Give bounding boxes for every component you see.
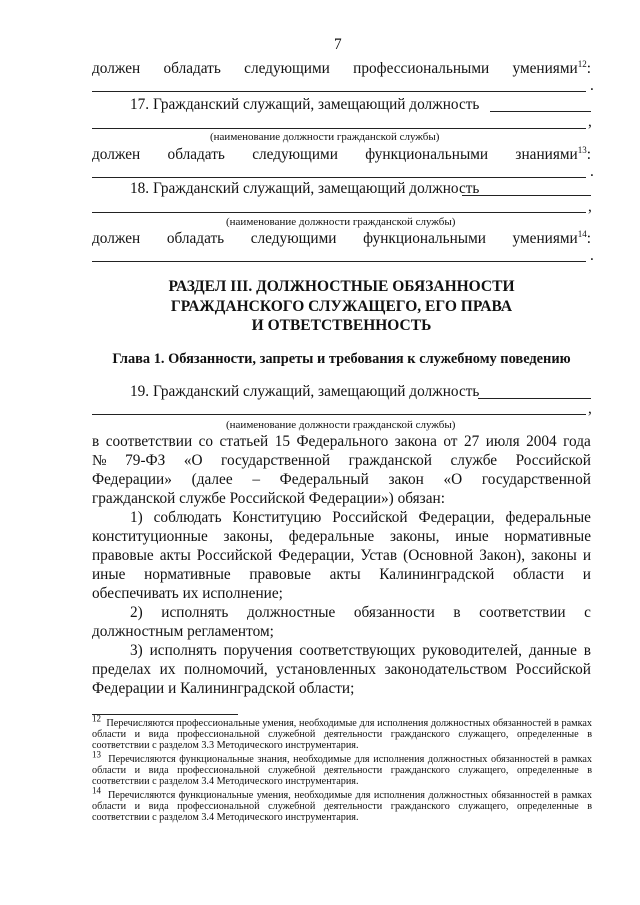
footnote-text: Перечисляются функциональные знания, необходимые для исполнения должностных обязанностей в рамках области и вида профессиональной служебной деятельности гражданского служащего, определенные в соответствии с разделом 3.4 Методического инструментария.: [92, 754, 593, 788]
word: обладать: [167, 146, 225, 163]
item2-line-2: должностным регламентом;: [92, 623, 274, 640]
footnote-ref: 12: [577, 58, 587, 69]
blank-line: [462, 195, 591, 196]
blank-line: [92, 414, 586, 415]
word-with-footnote: умениями$^{14}$:: [512, 228, 591, 247]
blank-line: [92, 261, 586, 262]
chapter-title: Глава 1. Обязанности, запреты и требования к служебному поведению: [112, 351, 571, 367]
footnote-text: Перечисляются профессиональные умения, необходимые для исполнения должностных обязанностей в рамках области и вида профессиональной служебной деятельности гражданского служащего, определенные в соответствии с разделом 3.3 Методического инструментария.: [92, 718, 592, 752]
word: функциональными: [365, 146, 489, 163]
word-with-footnote: знаниями$^{13}$:: [515, 144, 591, 163]
item1-line-1: 1) соблюдать Конституцию Российской Федерации, федеральные: [130, 509, 591, 526]
p17-line: [92, 146, 591, 164]
word: должен: [92, 146, 141, 163]
p19-line-2: № 79-ФЗ «О государственной гражданской службе Российской: [92, 452, 591, 469]
p19-text: 19. Гражданский служащий, замещающий должность: [130, 383, 480, 400]
blank-line: [92, 212, 586, 213]
footnote-14: [92, 785, 592, 824]
footnote-text: Перечисляются функциональные умения, необходимые для исполнения должностных обязанностей в рамках области и вида профессиональной служебной деятельности гражданского служащего, определенные в соответствии с разделом 3.4 Методического инструментария.: [92, 790, 592, 824]
footnote-number: 13: [92, 749, 101, 760]
p18-line: [92, 230, 591, 248]
footnote-separator: [92, 714, 238, 715]
word: должен: [92, 230, 141, 247]
item3-line-3: Федерации и Калининградской области;: [92, 680, 355, 697]
word: следующими: [244, 60, 330, 77]
item2-line-1: 2) исполнять должностные обязанности в соответствии с: [130, 604, 591, 621]
word: обладать: [163, 60, 221, 77]
p19-line-4: гражданской службе Российской Федерации») обязан:: [92, 490, 445, 507]
footnote-12: [92, 713, 592, 752]
word-with-footnote: умениями$^{12}$:: [512, 58, 591, 77]
blank-line: [92, 91, 586, 92]
word: должен: [92, 60, 141, 77]
section-heading-line3: И ОТВЕТСТВЕННОСТЬ: [251, 317, 432, 334]
p18-text: 18. Гражданский служащий, замещающий должность: [130, 180, 480, 197]
section-heading-line1: РАЗДЕЛ III. ДОЛЖНОСТНЫЕ ОБЯЗАННОСТИ: [168, 278, 515, 295]
punct: .: [590, 77, 594, 94]
position-caption: (наименование должности гражданской службы): [226, 419, 456, 431]
punct: ,: [588, 400, 592, 417]
word: следующими: [252, 146, 338, 163]
word: профессиональными: [353, 60, 490, 77]
punct: .: [590, 163, 594, 180]
p19-line-3: Федерации» (далее – Федеральный закон «О государственной: [92, 471, 591, 488]
footnote-number: 12: [92, 713, 101, 724]
blank-line: [92, 128, 586, 129]
section-heading-line2: ГРАЖДАНСКОГО СЛУЖАЩЕГО, ЕГО ПРАВА: [170, 298, 513, 315]
blank-line: [92, 177, 586, 178]
item3-line-2: пределах их полномочий, установленных законодательством Российской: [92, 661, 591, 678]
word: следующими: [250, 230, 337, 247]
blank-line: [490, 111, 591, 112]
p16-line: [92, 60, 591, 78]
blank-line: [478, 398, 591, 399]
word: обладать: [166, 230, 225, 247]
item1-line-2: конституционные законы, федеральные законы, иные нормативные: [92, 528, 591, 545]
p19-line-1: в соответствии со статьей 15 Федерального закона от 27 июля 2004 года: [92, 433, 591, 450]
position-caption: (наименование должности гражданской службы): [210, 131, 440, 143]
position-caption: (наименование должности гражданской службы): [226, 216, 456, 228]
punct: ,: [588, 198, 592, 215]
footnote-ref: 13: [577, 144, 587, 155]
footnote-number: 14: [92, 785, 101, 796]
footnote-13: [92, 749, 593, 788]
item3-line-1: 3) исполнять поручения соответствующих руководителей, данные в: [130, 642, 591, 659]
p17-text: 17. Гражданский служащий, замещающий должность: [130, 96, 480, 113]
punct: ,: [588, 113, 592, 130]
punct: .: [590, 247, 594, 264]
item1-line-4: иные нормативные правовые акты Калининградской области и: [92, 566, 591, 583]
page-number: 7: [334, 36, 342, 53]
footnote-ref: 14: [577, 228, 587, 239]
item1-line-5: обеспечивать их исполнение;: [92, 585, 283, 602]
item1-line-3: правовые акты Российской Федерации, Устав (Основной Закон), законы и: [92, 547, 591, 564]
word: функциональными: [363, 230, 486, 247]
